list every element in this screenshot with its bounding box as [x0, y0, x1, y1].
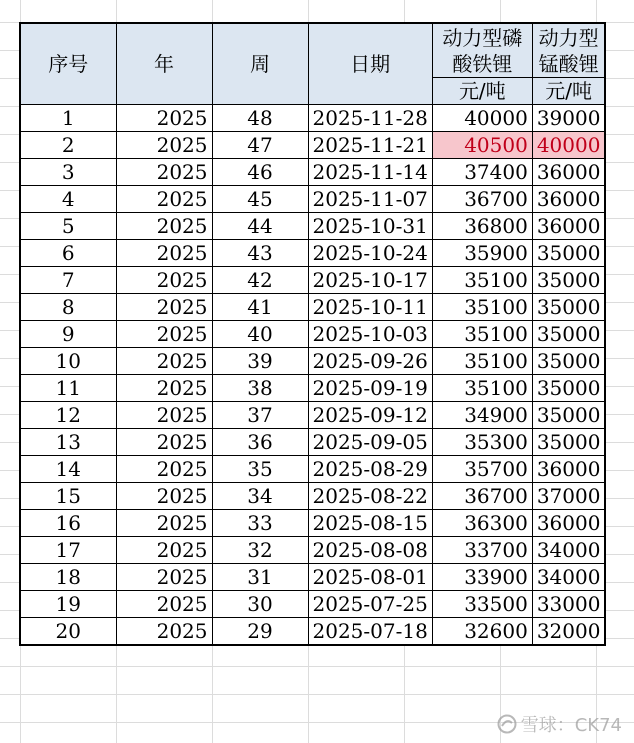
cell-lfp-price[interactable]: 35100	[432, 321, 532, 348]
cell-week[interactable]: 32	[212, 537, 308, 564]
cell-lfp-price[interactable]: 35300	[432, 429, 532, 456]
cell-year[interactable]: 2025	[116, 483, 212, 510]
cell-lfp-price[interactable]: 40500	[432, 132, 532, 159]
table-row	[20, 159, 605, 186]
table-row	[20, 321, 605, 348]
table-row	[20, 402, 605, 429]
cell-lmfp-price[interactable]: 35000	[532, 240, 605, 267]
watermark	[497, 711, 622, 737]
cell-index[interactable]: 6	[20, 240, 116, 267]
cell-date[interactable]: 2025-08-01	[308, 564, 432, 591]
cell-week[interactable]: 40	[212, 321, 308, 348]
table-row	[20, 105, 605, 132]
cell-week[interactable]: 39	[212, 348, 308, 375]
cell-lmfp-price[interactable]: 37000	[532, 483, 605, 510]
cell-year[interactable]: 2025	[116, 267, 212, 294]
cell-lfp-price[interactable]: 34900	[432, 402, 532, 429]
cell-index[interactable]: 16	[20, 510, 116, 537]
cell-lmfp-price[interactable]: 39000	[532, 105, 605, 132]
cell-index[interactable]: 13	[20, 429, 116, 456]
cell-year[interactable]: 2025	[116, 321, 212, 348]
cell-lfp-price[interactable]: 40000	[432, 105, 532, 132]
cell-lmfp-price[interactable]: 40000	[532, 132, 605, 159]
cell-lfp-price[interactable]: 37400	[432, 159, 532, 186]
cell-lfp-price[interactable]: 33700	[432, 537, 532, 564]
table-row	[20, 537, 605, 564]
cell-index[interactable]: 4	[20, 186, 116, 213]
cell-year[interactable]: 2025	[116, 618, 212, 646]
cell-lmfp-price[interactable]: 35000	[532, 375, 605, 402]
cell-week[interactable]: 46	[212, 159, 308, 186]
cell-index[interactable]: 8	[20, 294, 116, 321]
cell-week[interactable]: 45	[212, 186, 308, 213]
cell-lfp-price[interactable]: 35100	[432, 348, 532, 375]
cell-lfp-price[interactable]: 32600	[432, 618, 532, 646]
cell-lmfp-price[interactable]: 36000	[532, 186, 605, 213]
cell-date[interactable]: 2025-10-24	[308, 240, 432, 267]
table-row	[20, 375, 605, 402]
cell-week[interactable]: 47	[212, 132, 308, 159]
cell-date[interactable]: 2025-11-21	[308, 132, 432, 159]
cell-date[interactable]: 2025-08-29	[308, 456, 432, 483]
cell-date[interactable]: 2025-10-03	[308, 321, 432, 348]
cell-index[interactable]: 17	[20, 537, 116, 564]
cell-lmfp-price[interactable]: 35000	[532, 294, 605, 321]
cell-week[interactable]: 31	[212, 564, 308, 591]
cell-year[interactable]: 2025	[116, 510, 212, 537]
cell-date[interactable]: 2025-07-18	[308, 618, 432, 646]
cell-lmfp-price[interactable]: 35000	[532, 267, 605, 294]
cell-week[interactable]: 48	[212, 105, 308, 132]
table-row	[20, 132, 605, 159]
table-row	[20, 618, 605, 646]
cell-lmfp-price[interactable]: 36000	[532, 510, 605, 537]
cell-week[interactable]: 35	[212, 456, 308, 483]
cell-index[interactable]: 19	[20, 591, 116, 618]
header-lfp-line2: 酸铁锂	[452, 51, 513, 76]
cell-index[interactable]: 14	[20, 456, 116, 483]
cell-date[interactable]: 2025-11-14	[308, 159, 432, 186]
header-lmfp[interactable]	[532, 23, 605, 78]
cell-lfp-price[interactable]: 35100	[432, 375, 532, 402]
cell-index[interactable]: 11	[20, 375, 116, 402]
header-lfp[interactable]	[432, 23, 532, 78]
cell-lfp-price[interactable]: 36800	[432, 213, 532, 240]
header-week[interactable]: 周	[212, 23, 308, 105]
cell-year[interactable]: 2025	[116, 348, 212, 375]
header-lmfp-line1: 动力型	[538, 25, 599, 50]
price-table	[19, 22, 606, 646]
header-lfp-line1: 动力型磷	[442, 25, 523, 50]
snowball-logo-icon	[497, 714, 517, 734]
table-row	[20, 564, 605, 591]
cell-date[interactable]: 2025-10-17	[308, 267, 432, 294]
header-lmfp-line2: 锰酸锂	[538, 51, 599, 76]
cell-index[interactable]: 12	[20, 402, 116, 429]
cell-week[interactable]: 42	[212, 267, 308, 294]
cell-year[interactable]: 2025	[116, 159, 212, 186]
cell-lfp-price[interactable]: 36700	[432, 483, 532, 510]
table-row	[20, 348, 605, 375]
cell-year[interactable]: 2025	[116, 537, 212, 564]
table-row	[20, 483, 605, 510]
cell-lfp-price[interactable]: 33900	[432, 564, 532, 591]
cell-index[interactable]: 20	[20, 618, 116, 646]
watermark-text: 雪球：CK74	[520, 715, 622, 736]
cell-lfp-price[interactable]: 35100	[432, 294, 532, 321]
cell-year[interactable]: 2025	[116, 429, 212, 456]
cell-date[interactable]: 2025-08-08	[308, 537, 432, 564]
cell-lmfp-price[interactable]: 36000	[532, 159, 605, 186]
cell-year[interactable]: 2025	[116, 591, 212, 618]
cell-index[interactable]: 10	[20, 348, 116, 375]
cell-week[interactable]: 44	[212, 213, 308, 240]
cell-year[interactable]: 2025	[116, 213, 212, 240]
cell-year[interactable]: 2025	[116, 564, 212, 591]
cell-date[interactable]: 2025-10-11	[308, 294, 432, 321]
cell-week[interactable]: 36	[212, 429, 308, 456]
cell-year[interactable]: 2025	[116, 186, 212, 213]
cell-year[interactable]: 2025	[116, 294, 212, 321]
table-body	[20, 105, 605, 646]
cell-lmfp-price[interactable]: 32000	[532, 618, 605, 646]
cell-week[interactable]: 43	[212, 240, 308, 267]
cell-week[interactable]: 38	[212, 375, 308, 402]
header-date[interactable]: 日期	[308, 23, 432, 105]
cell-date[interactable]: 2025-09-05	[308, 429, 432, 456]
cell-lfp-price[interactable]: 36700	[432, 186, 532, 213]
cell-lfp-price[interactable]: 35700	[432, 456, 532, 483]
cell-date[interactable]: 2025-08-15	[308, 510, 432, 537]
table-row	[20, 429, 605, 456]
cell-lfp-price[interactable]: 36300	[432, 510, 532, 537]
cell-index[interactable]: 3	[20, 159, 116, 186]
cell-lmfp-price[interactable]: 36000	[532, 456, 605, 483]
cell-week[interactable]: 34	[212, 483, 308, 510]
header-lmfp-unit[interactable]: 元/吨	[532, 78, 605, 105]
cell-index[interactable]: 2	[20, 132, 116, 159]
cell-week[interactable]: 41	[212, 294, 308, 321]
cell-lmfp-price[interactable]: 35000	[532, 429, 605, 456]
table-row	[20, 213, 605, 240]
cell-lmfp-price[interactable]: 33000	[532, 591, 605, 618]
cell-week[interactable]: 30	[212, 591, 308, 618]
table-row	[20, 294, 605, 321]
cell-date[interactable]: 2025-11-07	[308, 186, 432, 213]
cell-date[interactable]: 2025-08-22	[308, 483, 432, 510]
cell-lmfp-price[interactable]: 34000	[532, 537, 605, 564]
cell-index[interactable]: 1	[20, 105, 116, 132]
cell-index[interactable]: 5	[20, 213, 116, 240]
cell-date[interactable]: 2025-09-12	[308, 402, 432, 429]
cell-date[interactable]: 2025-11-28	[308, 105, 432, 132]
cell-lmfp-price[interactable]: 35000	[532, 321, 605, 348]
cell-week[interactable]: 29	[212, 618, 308, 646]
cell-index[interactable]: 18	[20, 564, 116, 591]
table-row	[20, 591, 605, 618]
cell-lfp-price[interactable]: 33500	[432, 591, 532, 618]
cell-date[interactable]: 2025-09-26	[308, 348, 432, 375]
cell-date[interactable]: 2025-10-31	[308, 213, 432, 240]
cell-lmfp-price[interactable]: 35000	[532, 402, 605, 429]
table-row	[20, 240, 605, 267]
header-index[interactable]: 序号	[20, 23, 116, 105]
cell-year[interactable]: 2025	[116, 402, 212, 429]
cell-week[interactable]: 37	[212, 402, 308, 429]
header-lfp-unit[interactable]: 元/吨	[432, 78, 532, 105]
cell-year[interactable]: 2025	[116, 240, 212, 267]
cell-week[interactable]: 33	[212, 510, 308, 537]
table-row	[20, 456, 605, 483]
header-year[interactable]: 年	[116, 23, 212, 105]
cell-year[interactable]: 2025	[116, 132, 212, 159]
cell-lmfp-price[interactable]: 34000	[532, 564, 605, 591]
cell-year[interactable]: 2025	[116, 375, 212, 402]
cell-year[interactable]: 2025	[116, 105, 212, 132]
cell-lmfp-price[interactable]: 35000	[532, 348, 605, 375]
cell-date[interactable]: 2025-07-25	[308, 591, 432, 618]
cell-year[interactable]: 2025	[116, 456, 212, 483]
cell-index[interactable]: 7	[20, 267, 116, 294]
cell-date[interactable]: 2025-09-19	[308, 375, 432, 402]
table-row	[20, 510, 605, 537]
cell-lmfp-price[interactable]: 36000	[532, 213, 605, 240]
cell-index[interactable]: 9	[20, 321, 116, 348]
table-row	[20, 186, 605, 213]
table-row	[20, 267, 605, 294]
cell-lfp-price[interactable]: 35900	[432, 240, 532, 267]
cell-index[interactable]: 15	[20, 483, 116, 510]
cell-lfp-price[interactable]: 35100	[432, 267, 532, 294]
